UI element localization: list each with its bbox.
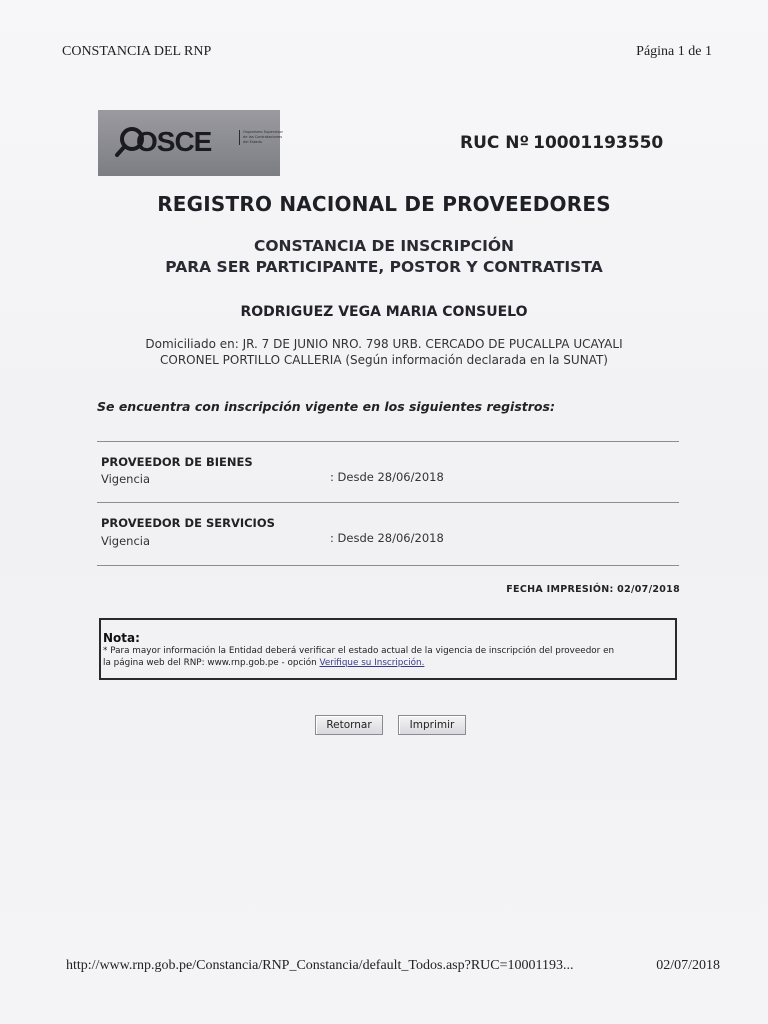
logo-tagline: Organismo Supervisor de las Contrataciones del Estado <box>239 130 283 145</box>
divider <box>97 502 679 503</box>
back-button[interactable]: Retornar <box>315 715 383 735</box>
provider-address <box>0 336 768 368</box>
print-footer-date: 02/07/2018 <box>656 958 720 973</box>
registro-label: Vigencia <box>101 534 151 548</box>
note-title: Nota: <box>103 631 140 645</box>
subtitle-line-2: PARA SER PARTICIPANTE, POSTOR Y CONTRATISTA <box>165 258 603 276</box>
print-date: FECHA IMPRESIÓN: 02/07/2018 <box>506 584 680 595</box>
print-header-title: CONSTANCIA DEL RNP <box>62 44 212 59</box>
print-header-page: Página 1 de 1 <box>636 44 712 59</box>
note-box <box>99 618 677 680</box>
ruc-value: 10001193550 <box>533 133 664 153</box>
page-title: REGISTRO NACIONAL DE PROVEEDORES <box>157 192 611 216</box>
registro-title: PROVEEDOR DE BIENES <box>101 455 253 469</box>
subtitle-line-1: CONSTANCIA DE INSCRIPCIÓN <box>253 237 515 255</box>
verify-inscription-link[interactable]: Verifique su Inscripción. <box>319 658 425 668</box>
registro-title: PROVEEDOR DE SERVICIOS <box>101 516 275 530</box>
note-text: la página web del RNP: www.rnp.gob.pe - opción <box>103 658 320 668</box>
print-button[interactable]: Imprimir <box>398 715 466 735</box>
note-text-line-2 <box>103 657 673 669</box>
note-text-line-1: * Para mayor información la Entidad deberá verificar el estado actual de la vigencia de inscripción del proveedor en <box>103 646 615 656</box>
ruc-number <box>456 133 663 153</box>
logo-text: OSCE <box>136 126 212 157</box>
divider <box>97 441 679 442</box>
ruc-label: RUC Nº <box>460 133 530 153</box>
print-header <box>62 44 712 64</box>
address-line-2: CORONEL PORTILLO CALLERIA (Según información declarada en la SUNAT) <box>160 353 608 367</box>
divider <box>97 565 679 566</box>
registro-label: Vigencia <box>101 472 151 486</box>
registros-intro: Se encuentra con inscripción vigente en los siguientes registros: <box>97 399 555 414</box>
address-line-1: Domiciliado en: JR. 7 DE JUNIO NRO. 798 URB. CERCADO DE PUCALLPA UCAYALI <box>145 337 623 351</box>
print-footer <box>66 958 720 978</box>
certificate-subtitle <box>0 236 768 278</box>
provider-name: RODRIGUEZ VEGA MARIA CONSUELO <box>240 304 528 320</box>
osce-logo <box>98 110 283 176</box>
registro-value: : Desde 28/06/2018 <box>330 470 444 484</box>
print-footer-url: http://www.rnp.gob.pe/Constancia/RNP_Constancia/default_Todos.asp?RUC=10001193... <box>66 958 574 973</box>
registro-value: : Desde 28/06/2018 <box>330 531 444 545</box>
